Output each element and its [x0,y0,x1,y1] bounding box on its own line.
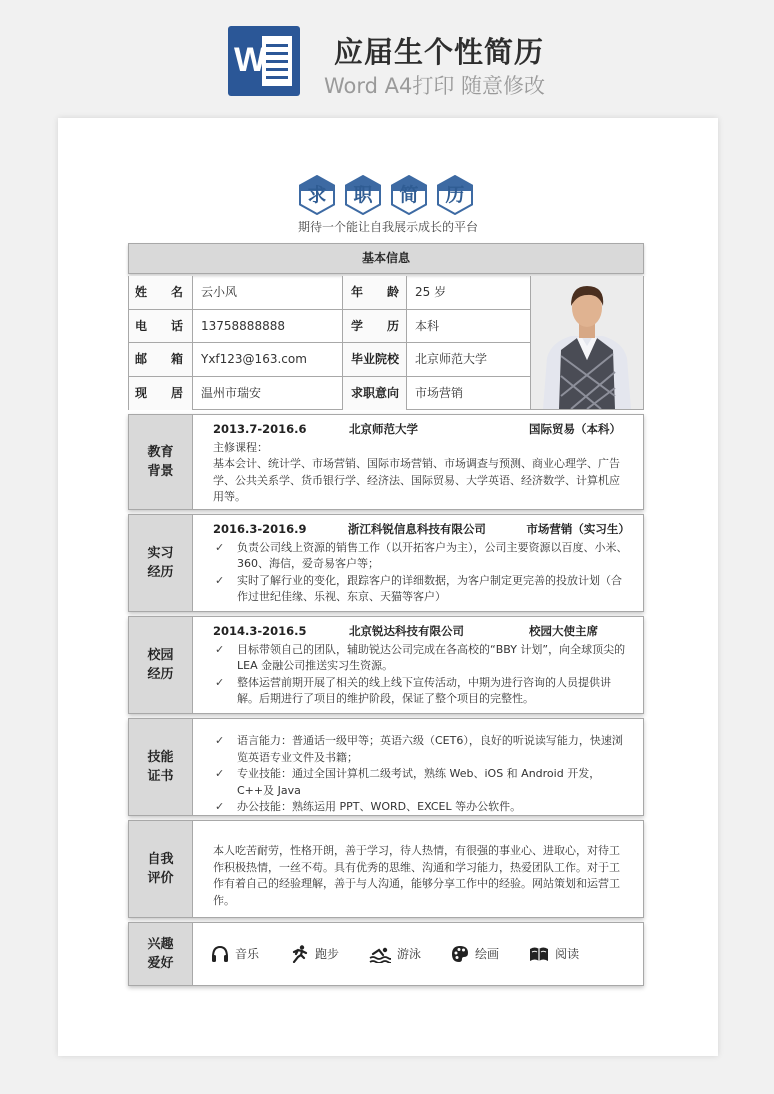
hex-badge [436,175,474,215]
campus-period: 2014.3-2016.5 [213,624,307,638]
top-banner [0,0,774,110]
info-value: 25 岁 [407,276,531,310]
list-item: ✓ 负责公司线上资源的销售工作（以开拓客户为主），公司主要资源以百度、小米、360、海信，爱奇易客户等； [213,540,629,573]
section-label: 实习 经历 [129,515,193,611]
campus-role: 校园大使主席 [529,624,598,638]
list-item: ✓ 目标带领自己的团队，辅助锐达公司完成在各高校的“BBY 计划”，向全球顶尖的 LEA 金融公司推送实习生资源。 [213,642,629,675]
hobby-reading [529,945,579,963]
section-label: 兴趣 爱好 [129,923,193,985]
hobby-label: 音乐 [235,946,260,961]
info-label: 邮 箱 [129,343,193,377]
intern-company: 浙江科锐信息科技有限公司 [347,522,486,536]
campus-section [128,616,644,714]
list-item: ✓ 语言能力：普通话一级甲等；英语六级（CET6），良好的听说读写能力，快速浏览英语专业文件及书籍； [213,733,629,766]
reading-icon [529,945,549,963]
hobby-label: 阅读 [555,946,580,961]
hobby-label: 游泳 [397,946,422,961]
info-label: 学 历 [343,310,407,344]
info-label: 求职意向 [343,377,407,411]
info-value: 云小风 [193,276,343,310]
edu-school: 北京师范大学 [349,422,418,436]
intern-role: 市场营销（实习生） [526,522,630,536]
slogan: 期待一个能让自我展示成长的平台 [297,220,478,234]
info-value: 温州市瑞安 [193,377,343,411]
skills-section [128,718,644,816]
section-label: 教育 背景 [129,415,193,509]
swimming-icon [369,945,391,963]
info-value: 市场营销 [407,377,531,411]
hobbies-section [128,922,644,986]
hex-char: 求 [307,184,327,206]
list-item: ✓ 整体运营前期开展了相关的线上线下宣传活动，中期为进行咨询的人员提供讲解。后期进行了项目的维护阶段，保证了整个项目的完整性。 [213,675,629,708]
word-logo-letter: W [234,41,267,79]
info-label: 年 龄 [343,276,407,310]
info-value: 13758888888 [193,310,343,344]
list-item: ✓ 专业技能：通过全国计算机二级考试，熟练 Web、iOS 和 Android 开发，C++及 Java [213,766,629,799]
hobby-swimming [369,945,421,963]
edu-major: 国际贸易（本科） [529,422,621,436]
self-eval-section [128,820,644,918]
info-label: 毕业院校 [343,343,407,377]
info-label: 现 居 [129,377,193,411]
section-label: 校园 经历 [129,617,193,713]
info-label: 姓 名 [129,276,193,310]
basic-info-heading: 基本信息 [128,243,644,274]
hex-badge [344,175,382,215]
list-item: ✓ 实时了解行业的变化，跟踪客户的详细数据，为客户制定更完善的投放计划（合作过世纪佳缘、乐视、东京、天猫等客户） [213,573,629,606]
banner-subtitle: Word A4打印 随意修改 [324,74,546,98]
hex-badge [390,175,428,215]
campus-company: 北京锐达科技有限公司 [349,624,464,638]
hobby-running [289,945,339,963]
edu-courses: 基本会计、统计学、市场营销、国际市场营销、市场调查与预测、商业心理学、广告学、公共关系学、货币银行学、经济法、国际贸易、大学英语、经济数学、计算机应用等。 [213,457,620,503]
section-label: 自我 评价 [129,821,193,917]
hex-badge [298,175,336,215]
hobby-music [211,945,259,963]
internship-section [128,514,644,612]
word-logo-page [262,36,292,86]
info-label: 电 话 [129,310,193,344]
running-icon [289,945,309,963]
hobby-label: 绘画 [475,946,500,961]
section-label: 技能 证书 [129,719,193,815]
info-value: 北京师范大学 [407,343,531,377]
hex-char: 历 [445,184,465,206]
headphones-icon [211,945,229,963]
palette-icon [451,945,469,963]
intern-period: 2016.3-2016.9 [213,522,307,536]
info-value: Yxf123@163.com [193,343,343,377]
hobby-label: 跑步 [315,946,340,961]
list-item: ✓ 办公技能：熟练运用 PPT、WORD、EXCEL 等办公软件。 [213,799,629,816]
edu-course-title: 主修课程： [213,440,268,454]
resume-table [128,243,644,986]
basic-info-grid [128,276,644,410]
hex-title [298,175,498,215]
profile-photo [531,276,643,409]
edu-period: 2013.7-2016.6 [213,422,307,436]
word-logo-icon [228,26,300,96]
self-eval-text: 本人吃苦耐劳，性格开朗，善于学习，待人热情，有很强的事业心、进取心，对待工作积极热情，一丝不苟。具有优秀的思维、沟通和学习能力，热爱团队工作。对于工作有着自己的经验理解，善于与人沟通，能够分享工作中的经验。网站策划和运营工作。 [213,844,620,907]
banner-title: 应届生个性简历 [334,35,545,69]
hex-char: 简 [399,184,419,206]
info-value: 本科 [407,310,531,344]
resume-page [58,118,718,1056]
hex-char: 职 [353,184,373,206]
hobby-painting [451,945,499,963]
education-section [128,414,644,510]
